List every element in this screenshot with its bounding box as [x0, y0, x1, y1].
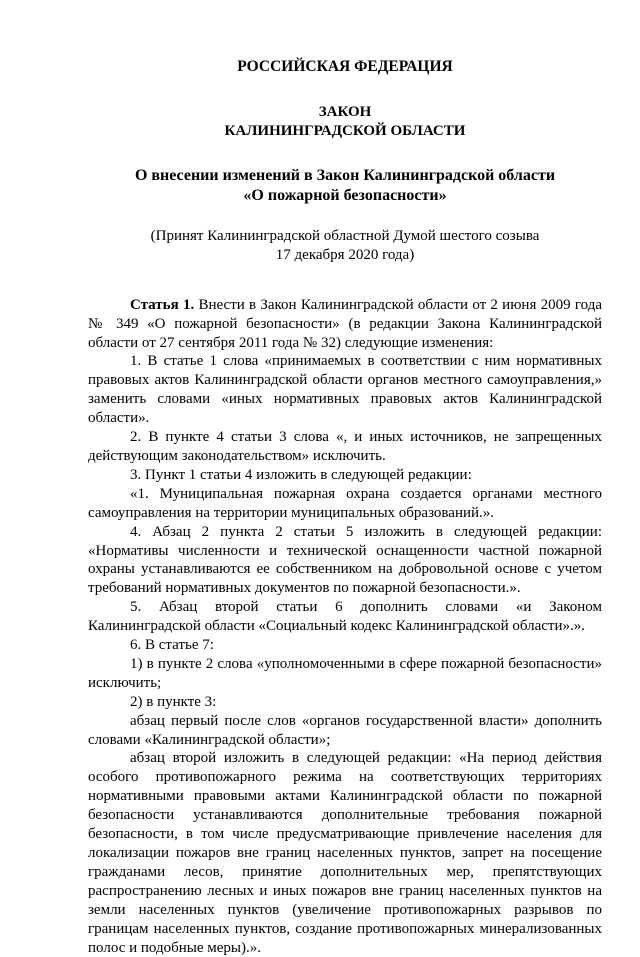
paragraph-11: абзац второй изложить в следующей редакции: «На период действия особого противопожарного режима на соответствующих территориях нормативными правовыми актами Калининградской области по пожарной безопасности устанавливаются дополнительные требования пожарной безопасности, в том числе предусматривающие привлечение населения для локализации пожаров вне границ населенных пунктов, запрет на посещение гражданами лесов, принятие дополнительных мер, препятствующих распространению лесных и иных пожаров вне границ населенных пунктов на земли населенных пунктов (увеличение противопожарных разрывов по границам населенных пунктов, создание противопожарных минерализованных полос и подобные меры).».: [88, 750, 602, 956]
law-title-line-2: «О пожарной безопасности»: [243, 186, 447, 204]
law-heading: ЗАКОН: [318, 103, 372, 120]
law-title: [88, 166, 602, 206]
document-body: [88, 296, 602, 957]
article-1-label: Статья 1.: [130, 296, 195, 313]
paragraph-7: 6. В статье 7:: [130, 637, 214, 654]
paragraph-6: 5. Абзац второй статьи 6 дополнить словами «и Законом Калининградской области «Социальный кодекс Калининградской области».».: [88, 599, 602, 635]
article-1-intro: [88, 296, 602, 353]
paragraph-3: 3. Пункт 1 статьи 4 изложить в следующей редакции:: [130, 466, 472, 483]
paragraph-1: 1. В статье 1 слова «принимаемых в соответствии с ним нормативных правовых актов Калининградской области органов местного самоуправления,» заменить словами «иных нормативных правовых актов Калининградской области».: [88, 353, 602, 427]
paragraph-9: 2) в пункте 3:: [130, 693, 217, 710]
law-title-line-1: О внесении изменений в Закон Калининградской области: [134, 166, 556, 184]
paragraph-10: абзац первый после слов «органов государственной власти» дополнить словами «Калининградской области»;: [88, 712, 602, 748]
region-heading: КАЛИНИНГРАДСКОЙ ОБЛАСТИ: [224, 122, 466, 139]
adoption-note-line-1: (Принят Калининградской областной Думой шестого созыва: [150, 227, 540, 244]
adoption-note: [88, 227, 602, 265]
paragraph-2: 2. В пункте 4 статьи 3 слова «, и иных источников, не запрещенных действующим законодательством» исключить.: [88, 429, 602, 464]
document-page: [88, 58, 602, 957]
paragraph-8: 1) в пункте 2 слова «уполномоченными в сфере пожарной безопасности» исключить;: [88, 655, 602, 691]
paragraph-4: «1. Муниципальная пожарная охрана создается органами местного самоуправления на территории муниципальных образований.».: [88, 485, 602, 521]
article-1-text: Внести в Закон Калининградской области от 2 июня 2009 года № 349 «О пожарной безопасности» (в редакции Закона Калининградской области от 27 сентября 2011 года № 32) следующие изменения:: [88, 296, 602, 351]
paragraph-5: 4. Абзац 2 пункта 2 статьи 5 изложить в следующей редакции: «Нормативы численности и технической оснащенности частной пожарной охраны устанавливаются ее собственником на добровольной основе с учетом требований нормативных документов по пожарной безопасности.».: [88, 523, 602, 597]
adoption-note-line-2: 17 декабря 2020 года): [275, 246, 415, 263]
country-heading: РОССИЙСКАЯ ФЕДЕРАЦИЯ: [237, 58, 453, 75]
